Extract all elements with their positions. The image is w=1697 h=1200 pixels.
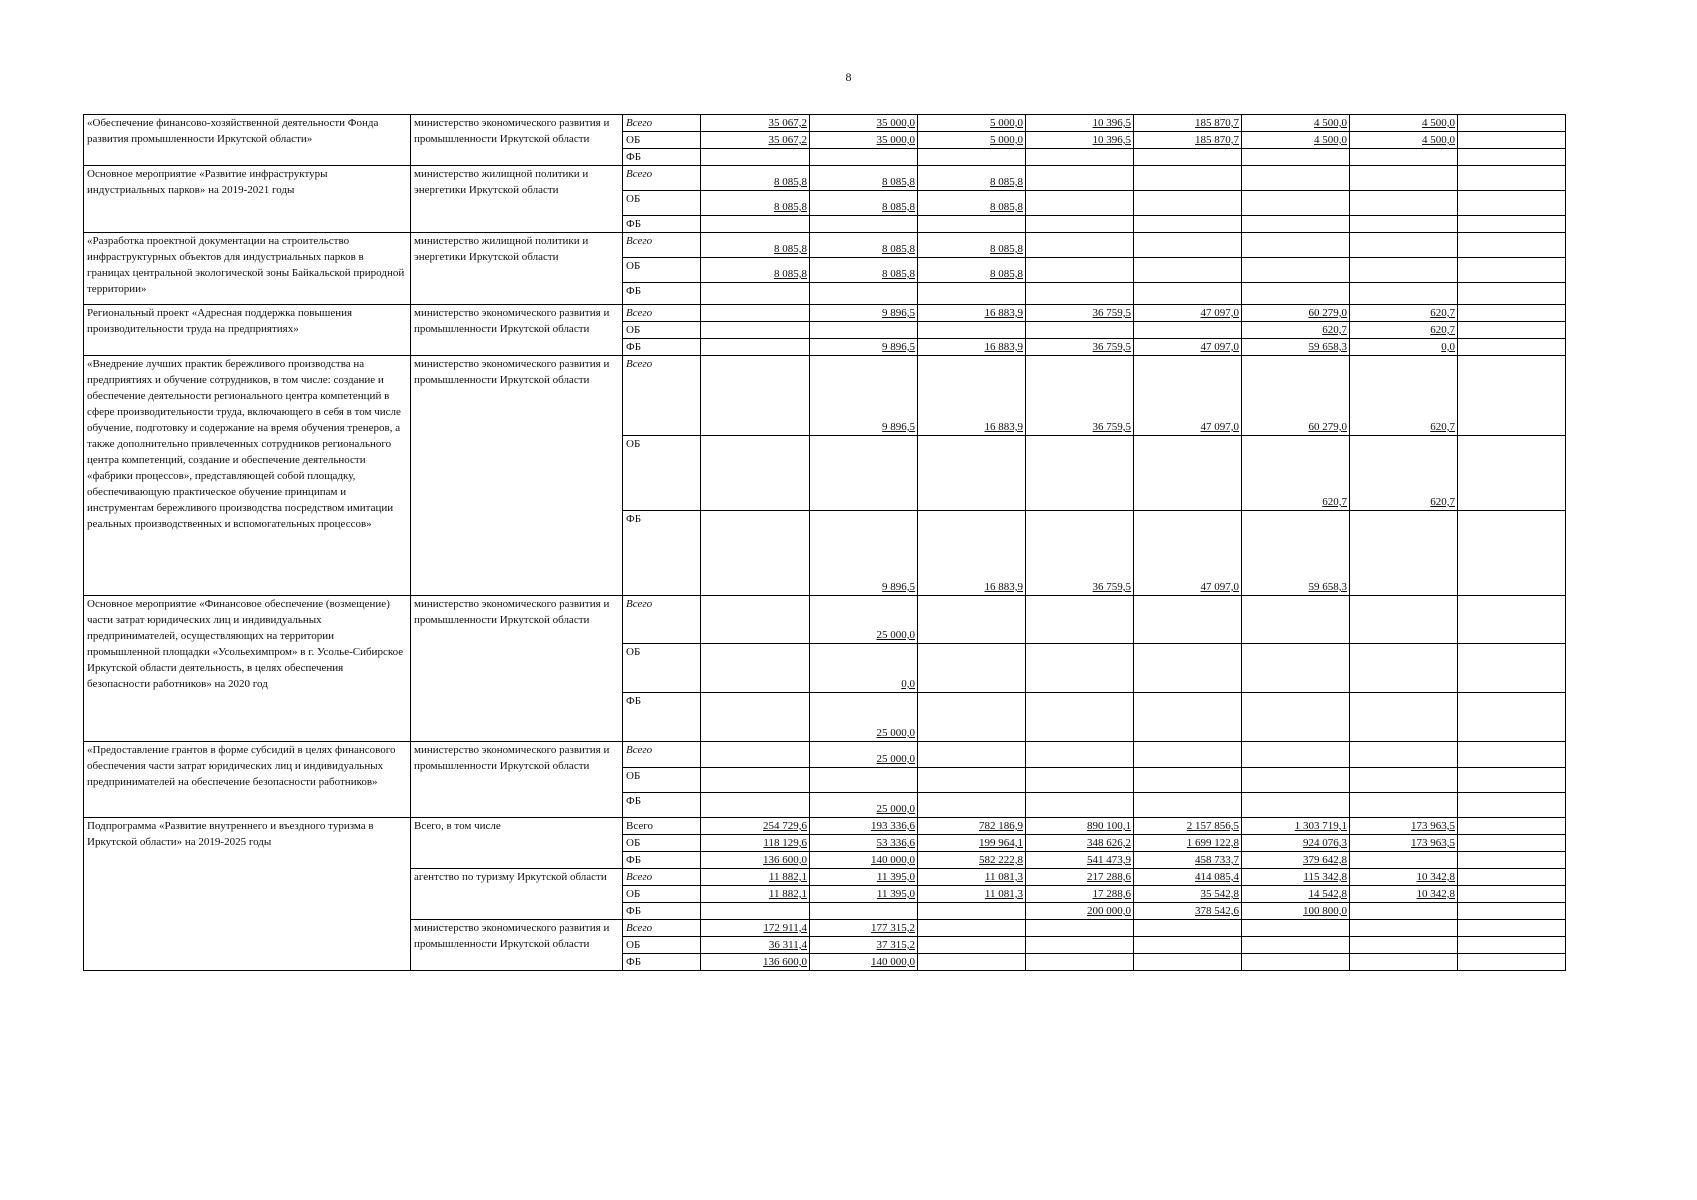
amount-cell: 217 288,6 — [1026, 869, 1134, 886]
amount-cell — [1242, 166, 1350, 191]
amount-cell — [1134, 322, 1242, 339]
funding-source-cell: ОБ — [623, 322, 701, 339]
responsible-executor-cell: министерство экономического развития и промышленности Иркутской области — [411, 305, 623, 356]
amount-cell — [810, 768, 918, 793]
amount-cell — [810, 283, 918, 305]
funding-source-cell: ФБ — [623, 852, 701, 869]
amount-cell: 16 883,9 — [918, 356, 1026, 436]
amount-cell — [918, 693, 1026, 742]
amount-cell — [918, 937, 1026, 954]
amount-cell — [1350, 216, 1458, 233]
event-name-cell: Основное мероприятие «Развитие инфраструктуры индустриальных парков» на 2019-2021 годы — [84, 166, 411, 233]
amount-cell — [1458, 869, 1566, 886]
amount-cell: 620,7 — [1242, 322, 1350, 339]
amount-cell — [918, 644, 1026, 693]
amount-cell — [1350, 852, 1458, 869]
amount-cell — [1026, 322, 1134, 339]
amount-cell: 9 896,5 — [810, 305, 918, 322]
responsible-executor-cell: министерство жилищной политики и энергетики Иркутской области — [411, 166, 623, 233]
table-row — [84, 233, 1566, 258]
amount-cell — [1458, 742, 1566, 768]
amount-cell: 9 896,5 — [810, 356, 918, 436]
event-name-cell: Основное мероприятие «Финансовое обеспечение (возмещение) части затрат юридических лиц и индивидуальных предпринимателей, осуществляющих на территории промышленной площадки «Усольехимпром» в г. Усолье-Сибирское Иркутской области деятельность, в целях обеспечения безопасности работников» на 2020 год — [84, 596, 411, 742]
amount-cell: 14 542,8 — [1242, 886, 1350, 903]
funding-source-cell: Всего — [623, 305, 701, 322]
amount-cell: 185 870,7 — [1134, 115, 1242, 132]
amount-cell — [1026, 644, 1134, 693]
amount-cell: 5 000,0 — [918, 132, 1026, 149]
amount-cell — [1134, 216, 1242, 233]
amount-cell — [701, 305, 810, 322]
responsible-executor-cell: министерство экономического развития и промышленности Иркутской области — [411, 356, 623, 596]
responsible-executor-cell: агентство по туризму Иркутской области — [411, 869, 623, 920]
amount-cell — [918, 322, 1026, 339]
amount-cell: 36 759,5 — [1026, 511, 1134, 596]
amount-cell — [1242, 693, 1350, 742]
amount-cell — [1458, 835, 1566, 852]
amount-cell: 136 600,0 — [701, 852, 810, 869]
amount-cell — [1458, 937, 1566, 954]
amount-cell — [1026, 436, 1134, 511]
amount-cell: 200 000,0 — [1026, 903, 1134, 920]
amount-cell — [1242, 920, 1350, 937]
amount-cell — [1134, 166, 1242, 191]
amount-cell — [701, 322, 810, 339]
amount-cell: 0,0 — [1350, 339, 1458, 356]
funding-source-cell: ОБ — [623, 937, 701, 954]
table-row — [84, 596, 1566, 644]
amount-cell: 1 303 719,1 — [1242, 818, 1350, 835]
amount-cell: 35 067,2 — [701, 115, 810, 132]
amount-cell: 10 342,8 — [1350, 869, 1458, 886]
amount-cell: 4 500,0 — [1242, 132, 1350, 149]
amount-cell — [810, 436, 918, 511]
amount-cell: 458 733,7 — [1134, 852, 1242, 869]
amount-cell: 8 085,8 — [918, 191, 1026, 216]
amount-cell — [1350, 937, 1458, 954]
amount-cell — [1026, 216, 1134, 233]
amount-cell — [701, 644, 810, 693]
amount-cell — [1350, 954, 1458, 971]
amount-cell: 118 129,6 — [701, 835, 810, 852]
amount-cell — [1458, 305, 1566, 322]
amount-cell: 173 963,5 — [1350, 818, 1458, 835]
amount-cell: 47 097,0 — [1134, 511, 1242, 596]
amount-cell — [1458, 166, 1566, 191]
amount-cell — [1350, 166, 1458, 191]
amount-cell — [1458, 356, 1566, 436]
amount-cell — [1458, 149, 1566, 166]
amount-cell — [1458, 322, 1566, 339]
amount-cell: 47 097,0 — [1134, 356, 1242, 436]
amount-cell — [1026, 793, 1134, 818]
amount-cell: 37 315,2 — [810, 937, 918, 954]
amount-cell — [918, 903, 1026, 920]
amount-cell — [701, 693, 810, 742]
amount-cell — [1026, 937, 1134, 954]
amount-cell: 254 729,6 — [701, 818, 810, 835]
table-row — [84, 818, 1566, 835]
amount-cell — [701, 356, 810, 436]
responsible-executor-cell: министерство экономического развития и промышленности Иркутской области — [411, 596, 623, 742]
amount-cell — [1026, 166, 1134, 191]
funding-source-cell: Всего — [623, 233, 701, 258]
amount-cell: 53 336,6 — [810, 835, 918, 852]
amount-cell — [701, 436, 810, 511]
amount-cell: 100 800,0 — [1242, 903, 1350, 920]
amount-cell — [918, 216, 1026, 233]
amount-cell — [1350, 793, 1458, 818]
amount-cell: 60 279,0 — [1242, 305, 1350, 322]
amount-cell — [1458, 644, 1566, 693]
amount-cell — [1350, 233, 1458, 258]
amount-cell: 620,7 — [1242, 436, 1350, 511]
funding-source-cell: ОБ — [623, 886, 701, 903]
funding-source-cell: ФБ — [623, 793, 701, 818]
amount-cell: 16 883,9 — [918, 305, 1026, 322]
responsible-executor-cell: министерство экономического развития и промышленности Иркутской области — [411, 115, 623, 166]
amount-cell — [810, 149, 918, 166]
amount-cell — [1350, 768, 1458, 793]
amount-cell — [1458, 511, 1566, 596]
amount-cell: 140 000,0 — [810, 954, 918, 971]
funding-source-cell: ОБ — [623, 644, 701, 693]
amount-cell — [1134, 283, 1242, 305]
funding-source-cell: Всего — [623, 596, 701, 644]
amount-cell: 8 085,8 — [701, 233, 810, 258]
amount-cell: 185 870,7 — [1134, 132, 1242, 149]
amount-cell — [918, 768, 1026, 793]
event-name-cell: Подпрограмма «Развитие внутреннего и въездного туризма в Иркутской области» на 2019-2025 годы — [84, 818, 411, 971]
responsible-executor-cell: Всего, в том числе — [411, 818, 623, 869]
amount-cell: 4 500,0 — [1242, 115, 1350, 132]
funding-source-cell: Всего — [623, 115, 701, 132]
amount-cell — [701, 596, 810, 644]
amount-cell — [1026, 233, 1134, 258]
event-name-cell: Региональный проект «Адресная поддержка повышения производительности труда на предприятиях» — [84, 305, 411, 356]
amount-cell — [701, 742, 810, 768]
amount-cell — [1458, 852, 1566, 869]
amount-cell: 11 882,1 — [701, 886, 810, 903]
table-row — [84, 742, 1566, 768]
amount-cell: 59 658,3 — [1242, 339, 1350, 356]
amount-cell: 25 000,0 — [810, 693, 918, 742]
funding-source-cell: Всего — [623, 920, 701, 937]
event-name-cell: «Предоставление грантов в форме субсидий в целях финансового обеспечения части затрат юридических лиц и индивидуальных предпринимателей на обеспечение безопасности работников» — [84, 742, 411, 818]
amount-cell — [1458, 886, 1566, 903]
amount-cell — [1350, 149, 1458, 166]
amount-cell: 8 085,8 — [810, 191, 918, 216]
amount-cell — [1026, 954, 1134, 971]
event-name-cell: «Внедрение лучших практик бережливого производства на предприятиях и обучение сотрудников, в том числе: создание и обеспечение деятельности регионального центра компетенций в сфере производительности труда, включающего в себя в том числе обучение, подготовку и содержание на время обучения тренеров, а также дополнительно привлеченных сотрудников регионального центра компетенций, создание и обеспечение деятельности «фабрики процессов», представляющей собой площадку, обеспечивающую практическое обучение принципам и инструментам бережливого производства посредством имитации реальных производственных и вспомогательных процессов» — [84, 356, 411, 596]
amount-cell: 582 222,8 — [918, 852, 1026, 869]
amount-cell: 620,7 — [1350, 356, 1458, 436]
amount-cell: 35 067,2 — [701, 132, 810, 149]
amount-cell — [1350, 283, 1458, 305]
amount-cell — [701, 283, 810, 305]
amount-cell — [1242, 954, 1350, 971]
amount-cell: 60 279,0 — [1242, 356, 1350, 436]
amount-cell: 25 000,0 — [810, 742, 918, 768]
amount-cell — [701, 511, 810, 596]
amount-cell — [918, 742, 1026, 768]
funding-source-cell: ОБ — [623, 768, 701, 793]
amount-cell: 924 076,3 — [1242, 835, 1350, 852]
amount-cell — [1242, 596, 1350, 644]
financing-table-body — [84, 115, 1566, 971]
amount-cell — [810, 903, 918, 920]
amount-cell: 11 081,3 — [918, 886, 1026, 903]
amount-cell — [810, 322, 918, 339]
amount-cell — [1134, 436, 1242, 511]
amount-cell — [1458, 436, 1566, 511]
funding-source-cell: ОБ — [623, 191, 701, 216]
funding-source-cell: ФБ — [623, 954, 701, 971]
funding-source-cell: Всего — [623, 356, 701, 436]
amount-cell — [1026, 920, 1134, 937]
amount-cell — [918, 793, 1026, 818]
amount-cell — [1242, 793, 1350, 818]
amount-cell — [1026, 742, 1134, 768]
amount-cell — [1026, 258, 1134, 283]
amount-cell: 25 000,0 — [810, 596, 918, 644]
amount-cell — [1134, 937, 1242, 954]
amount-cell: 8 085,8 — [918, 166, 1026, 191]
amount-cell — [918, 283, 1026, 305]
responsible-executor-cell: министерство жилищной политики и энергетики Иркутской области — [411, 233, 623, 305]
funding-source-cell: ОБ — [623, 132, 701, 149]
amount-cell: 35 000,0 — [810, 132, 918, 149]
amount-cell: 172 911,4 — [701, 920, 810, 937]
funding-source-cell: ФБ — [623, 283, 701, 305]
amount-cell — [1242, 283, 1350, 305]
amount-cell — [1026, 149, 1134, 166]
responsible-executor-cell: министерство экономического развития и промышленности Иркутской области — [411, 742, 623, 818]
amount-cell — [1134, 768, 1242, 793]
amount-cell — [1458, 793, 1566, 818]
amount-cell — [1458, 191, 1566, 216]
amount-cell: 115 342,8 — [1242, 869, 1350, 886]
amount-cell — [701, 793, 810, 818]
amount-cell: 5 000,0 — [918, 115, 1026, 132]
table-row — [84, 115, 1566, 132]
amount-cell — [1350, 742, 1458, 768]
amount-cell: 620,7 — [1350, 305, 1458, 322]
amount-cell — [1350, 191, 1458, 216]
amount-cell — [1242, 937, 1350, 954]
amount-cell — [1134, 793, 1242, 818]
amount-cell: 136 600,0 — [701, 954, 810, 971]
amount-cell — [1458, 339, 1566, 356]
amount-cell: 47 097,0 — [1134, 305, 1242, 322]
amount-cell — [1458, 903, 1566, 920]
amount-cell — [1134, 233, 1242, 258]
event-name-cell: «Разработка проектной документации на строительство инфраструктурных объектов для индустриальных парков в границах центральной экологической зоны Байкальской природной территории» — [84, 233, 411, 305]
amount-cell — [1458, 596, 1566, 644]
amount-cell — [1242, 191, 1350, 216]
amount-cell — [1134, 149, 1242, 166]
amount-cell: 11 395,0 — [810, 886, 918, 903]
amount-cell — [1350, 258, 1458, 283]
amount-cell: 10 396,5 — [1026, 132, 1134, 149]
funding-source-cell: ФБ — [623, 216, 701, 233]
amount-cell — [1458, 132, 1566, 149]
amount-cell — [1458, 693, 1566, 742]
financing-table — [83, 114, 1566, 971]
amount-cell — [1242, 149, 1350, 166]
funding-source-cell: ФБ — [623, 693, 701, 742]
amount-cell — [1026, 596, 1134, 644]
amount-cell — [1350, 596, 1458, 644]
amount-cell: 177 315,2 — [810, 920, 918, 937]
amount-cell: 379 642,8 — [1242, 852, 1350, 869]
amount-cell — [1242, 233, 1350, 258]
funding-source-cell: ОБ — [623, 258, 701, 283]
amount-cell — [1458, 258, 1566, 283]
amount-cell — [1458, 283, 1566, 305]
amount-cell: 9 896,5 — [810, 511, 918, 596]
amount-cell — [1026, 283, 1134, 305]
amount-cell: 8 085,8 — [918, 258, 1026, 283]
amount-cell — [1458, 954, 1566, 971]
amount-cell: 0,0 — [810, 644, 918, 693]
amount-cell: 140 000,0 — [810, 852, 918, 869]
amount-cell: 59 658,3 — [1242, 511, 1350, 596]
funding-source-cell: ФБ — [623, 149, 701, 166]
amount-cell: 47 097,0 — [1134, 339, 1242, 356]
amount-cell — [1134, 920, 1242, 937]
funding-source-cell: ФБ — [623, 339, 701, 356]
amount-cell — [1134, 742, 1242, 768]
amount-cell — [1350, 511, 1458, 596]
amount-cell: 378 542,6 — [1134, 903, 1242, 920]
amount-cell: 11 081,3 — [918, 869, 1026, 886]
funding-source-cell: ОБ — [623, 835, 701, 852]
amount-cell: 10 342,8 — [1350, 886, 1458, 903]
amount-cell — [1458, 920, 1566, 937]
amount-cell — [1134, 693, 1242, 742]
amount-cell: 199 964,1 — [918, 835, 1026, 852]
amount-cell — [1350, 693, 1458, 742]
amount-cell: 11 882,1 — [701, 869, 810, 886]
amount-cell: 8 085,8 — [810, 233, 918, 258]
amount-cell — [1242, 644, 1350, 693]
amount-cell — [1134, 954, 1242, 971]
amount-cell — [1350, 920, 1458, 937]
amount-cell: 16 883,9 — [918, 511, 1026, 596]
amount-cell — [1458, 818, 1566, 835]
amount-cell: 1 699 122,8 — [1134, 835, 1242, 852]
amount-cell — [701, 903, 810, 920]
funding-source-cell: Всего — [623, 869, 701, 886]
table-row — [84, 166, 1566, 191]
amount-cell: 414 085,4 — [1134, 869, 1242, 886]
amount-cell — [1350, 903, 1458, 920]
amount-cell — [1242, 742, 1350, 768]
amount-cell: 36 759,5 — [1026, 339, 1134, 356]
amount-cell: 36 311,4 — [701, 937, 810, 954]
amount-cell: 620,7 — [1350, 436, 1458, 511]
amount-cell: 193 336,6 — [810, 818, 918, 835]
page-number: 8 — [845, 70, 852, 84]
funding-source-cell: Всего — [623, 166, 701, 191]
amount-cell — [701, 339, 810, 356]
funding-source-cell: ФБ — [623, 903, 701, 920]
amount-cell — [1242, 768, 1350, 793]
amount-cell — [1458, 233, 1566, 258]
amount-cell: 35 000,0 — [810, 115, 918, 132]
amount-cell — [918, 954, 1026, 971]
amount-cell: 8 085,8 — [810, 166, 918, 191]
amount-cell: 35 542,8 — [1134, 886, 1242, 903]
amount-cell — [918, 149, 1026, 166]
amount-cell — [1458, 115, 1566, 132]
amount-cell: 10 396,5 — [1026, 115, 1134, 132]
amount-cell — [1026, 191, 1134, 216]
amount-cell — [701, 768, 810, 793]
amount-cell: 17 288,6 — [1026, 886, 1134, 903]
amount-cell — [701, 149, 810, 166]
amount-cell: 890 100,1 — [1026, 818, 1134, 835]
event-name-cell: «Обеспечение финансово-хозяйственной деятельности Фонда развития промышленности Иркутской области» — [84, 115, 411, 166]
amount-cell: 8 085,8 — [701, 166, 810, 191]
amount-cell: 16 883,9 — [918, 339, 1026, 356]
amount-cell — [701, 216, 810, 233]
amount-cell — [1242, 216, 1350, 233]
responsible-executor-cell: министерство экономического развития и промышленности Иркутской области — [411, 920, 623, 971]
table-row — [84, 305, 1566, 322]
amount-cell — [1134, 644, 1242, 693]
amount-cell: 173 963,5 — [1350, 835, 1458, 852]
amount-cell: 541 473,9 — [1026, 852, 1134, 869]
table-row — [84, 356, 1566, 436]
amount-cell: 8 085,8 — [701, 258, 810, 283]
amount-cell: 4 500,0 — [1350, 115, 1458, 132]
amount-cell — [1026, 768, 1134, 793]
amount-cell: 11 395,0 — [810, 869, 918, 886]
amount-cell: 36 759,5 — [1026, 305, 1134, 322]
amount-cell: 8 085,8 — [918, 233, 1026, 258]
funding-source-cell: ФБ — [623, 511, 701, 596]
amount-cell — [1134, 191, 1242, 216]
amount-cell — [1026, 693, 1134, 742]
amount-cell — [1350, 644, 1458, 693]
amount-cell — [1242, 258, 1350, 283]
amount-cell — [918, 596, 1026, 644]
amount-cell: 2 157 856,5 — [1134, 818, 1242, 835]
amount-cell: 36 759,5 — [1026, 356, 1134, 436]
amount-cell — [1458, 768, 1566, 793]
funding-source-cell: Всего — [623, 818, 701, 835]
amount-cell: 620,7 — [1350, 322, 1458, 339]
amount-cell — [1134, 258, 1242, 283]
amount-cell: 4 500,0 — [1350, 132, 1458, 149]
amount-cell: 9 896,5 — [810, 339, 918, 356]
amount-cell — [918, 920, 1026, 937]
amount-cell — [1134, 596, 1242, 644]
amount-cell: 782 186,9 — [918, 818, 1026, 835]
amount-cell: 8 085,8 — [810, 258, 918, 283]
amount-cell — [810, 216, 918, 233]
amount-cell: 8 085,8 — [701, 191, 810, 216]
funding-source-cell: ОБ — [623, 436, 701, 511]
amount-cell: 348 626,2 — [1026, 835, 1134, 852]
amount-cell — [918, 436, 1026, 511]
funding-source-cell: Всего — [623, 742, 701, 768]
amount-cell — [1458, 216, 1566, 233]
amount-cell: 25 000,0 — [810, 793, 918, 818]
